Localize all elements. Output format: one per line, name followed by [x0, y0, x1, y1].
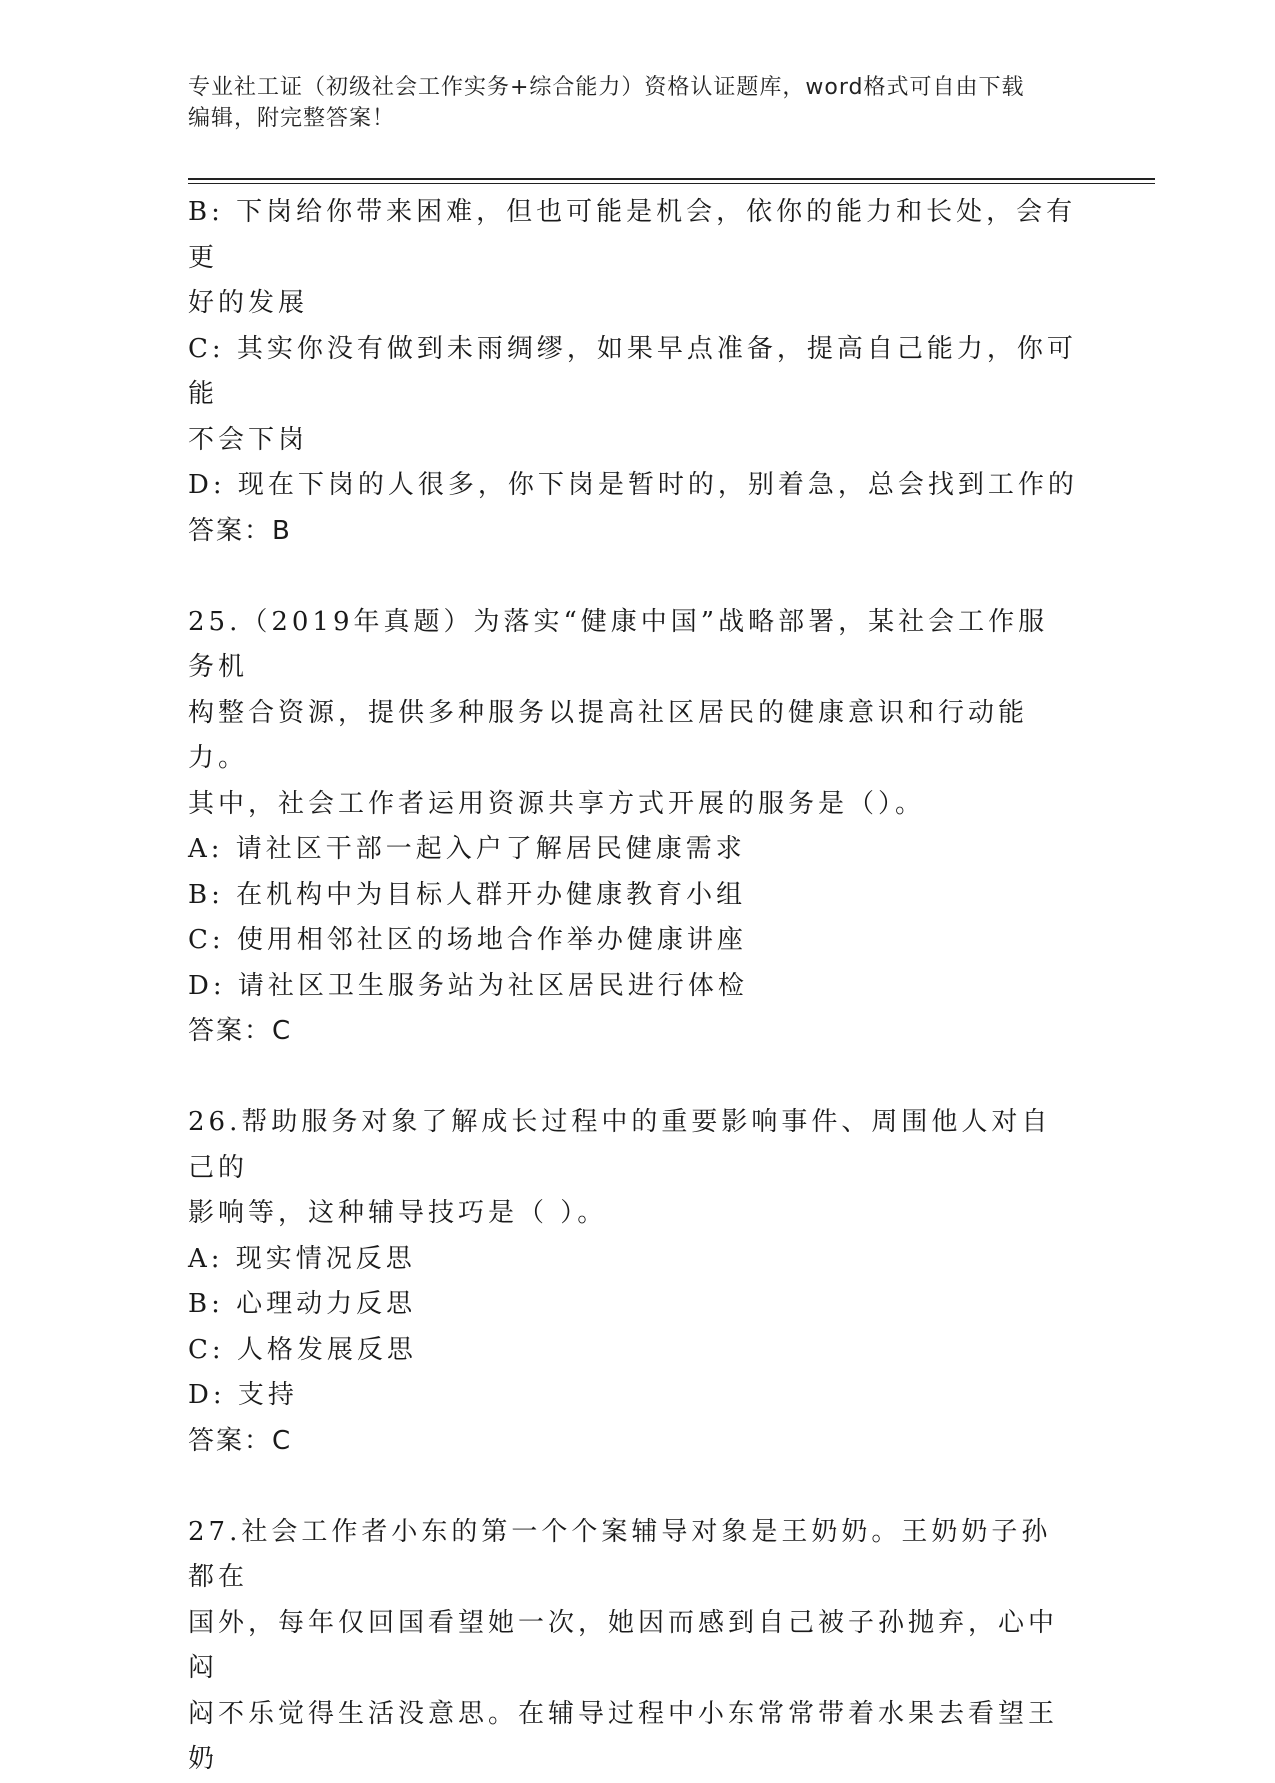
option-c-line-2: 不会下岗	[188, 424, 309, 455]
option-b-line-2: 好的发展	[188, 288, 309, 318]
option-d: D: 现在下岗的人很多，你下岗是暂时的，别着急，总会找到工作的	[188, 470, 1078, 500]
option-d: D: 支持	[188, 1380, 298, 1410]
question-stem-line-2: 影响等，这种辅导技巧是（ ）。	[188, 1198, 608, 1228]
spacer	[188, 1464, 1078, 1510]
question-24-continued	[188, 190, 1078, 554]
answer-24: 答案：B	[188, 515, 292, 546]
question-25	[188, 600, 1078, 1055]
question-stem-line-3: 闷不乐觉得生活没意思。在辅导过程中小东常常带着水果去看望王奶	[188, 1698, 1059, 1774]
question-stem-line-1: 25.（2019年真题）为落实“健康中国”战略部署，某社会工作服务机	[188, 606, 1049, 682]
question-26	[188, 1100, 1078, 1464]
question-stem-line-2: 国外，每年仅回国看望她一次，她因而感到自己被子孙抛弃，心中闷	[188, 1607, 1059, 1683]
answer-26: 答案：C	[188, 1425, 293, 1456]
option-c: C: 使用相邻社区的场地合作举办健康讲座	[188, 925, 747, 955]
spacer	[188, 554, 1078, 600]
question-stem-line-1: 26.帮助服务对象了解成长过程中的重要影响事件、周围他人对自己的	[188, 1107, 1052, 1183]
option-a: A: 请社区干部一起入户了解居民健康需求	[188, 834, 746, 864]
document-body	[188, 190, 1078, 1783]
option-c: C: 人格发展反思	[188, 1334, 417, 1365]
option-a: A: 现实情况反思	[188, 1243, 416, 1274]
question-stem-line-2: 构整合资源，提供多种服务以提高社区居民的健康意识和行动能力。	[188, 697, 1029, 773]
header-rule-thick	[188, 178, 1155, 180]
document-header	[188, 72, 1088, 134]
option-b-line-1: B: 下岗给你带来困难，但也可能是机会，依你的能力和长处，会有更	[188, 197, 1077, 273]
question-27	[188, 1510, 1078, 1783]
option-b: B: 在机构中为目标人群开办健康教育小组	[188, 879, 747, 910]
header-line-1: 专业社工证（初级社会工作实务+综合能力）资格认证题库，word格式可自由下载	[188, 75, 1025, 100]
spacer	[188, 1055, 1078, 1101]
option-c-line-1: C: 其实你没有做到未雨绸缪，如果早点准备，提高自己能力，你可能	[188, 333, 1077, 409]
answer-25: 答案：C	[188, 1016, 293, 1046]
header-line-2: 编辑，附完整答案！	[188, 106, 396, 131]
question-stem-line-1: 27.社会工作者小东的第一个个案辅导对象是王奶奶。王奶奶子孙都在	[188, 1516, 1052, 1592]
option-b: B: 心理动力反思	[188, 1289, 417, 1319]
header-rule-thin	[188, 183, 1155, 184]
option-d: D: 请社区卫生服务站为社区居民进行体检	[188, 970, 748, 1001]
question-stem-line-3: 其中，社会工作者运用资源共享方式开展的服务是（）。	[188, 788, 926, 819]
